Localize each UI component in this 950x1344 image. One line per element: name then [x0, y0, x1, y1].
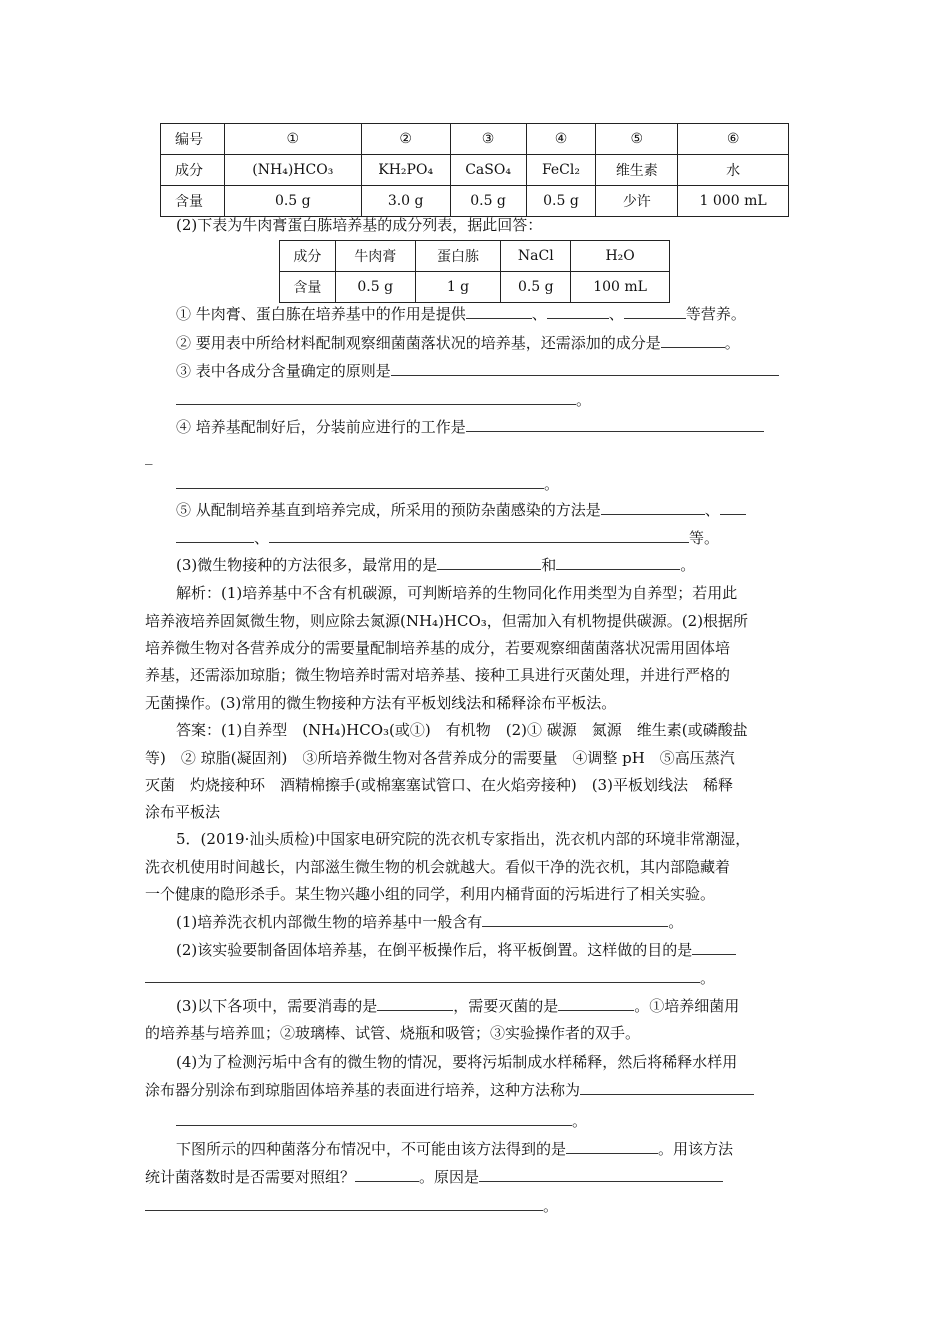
suffix-text: 。 [576, 391, 592, 409]
suffix-text: 。 [668, 913, 684, 931]
prompt-text: (3)以下各项中，需要消毒的是 [176, 997, 378, 1015]
answer-blank[interactable] [580, 1080, 754, 1095]
table-row [280, 241, 670, 272]
table-cell: 100 mL [571, 272, 670, 303]
answer-line: 等) ② 琼脂(凝固剂) ③所培养微生物对各营养成分的需要量 ④调整 pH ⑤高压蒸汽 [145, 749, 735, 767]
answer-blank[interactable] [391, 361, 779, 376]
table-cell: 0.5 g [450, 186, 526, 217]
suffix-text: 。 [572, 1112, 588, 1130]
prompt-text: (3)微生物接种的方法很多，最常用的是 [176, 556, 438, 574]
table-row [161, 186, 789, 217]
answer-blank[interactable] [176, 474, 544, 489]
question-5-5-cont2 [145, 1196, 558, 1216]
prompt-text: 。原因是 [419, 1168, 480, 1186]
suffix-text: 。 [544, 475, 560, 493]
answer-blank[interactable] [466, 304, 532, 319]
answer-blank[interactable] [720, 500, 746, 515]
composition-table-2 [279, 240, 670, 303]
table-row [161, 155, 789, 186]
question-2-3 [176, 361, 779, 381]
analysis-line: 解析：(1)培养基中不含有机碳源，可判断培养的生物同化作用类型为自养型；若用此 [176, 584, 738, 602]
table-cell: 维生素 [596, 155, 678, 186]
suffix-text: 等营养。 [685, 305, 746, 323]
answer-blank[interactable] [547, 304, 609, 319]
prompt-text: 下图所示的四种菌落分布情况中，不可能由该方法得到的是 [176, 1140, 567, 1158]
table-cell: 编号 [161, 124, 225, 155]
answer-blank[interactable] [558, 996, 634, 1011]
table-cell: 水 [678, 155, 789, 186]
question-5-3-cont: 的培养基与培养皿；②玻璃棒、试管、烧瓶和吸管；③实验操作者的双手。 [145, 1024, 641, 1042]
answer-blank[interactable] [692, 940, 736, 955]
separator: 、 [608, 305, 624, 323]
prompt-text: 。用该方法 [658, 1140, 734, 1158]
separator: 和 [541, 556, 557, 574]
suffix-text: 。 [543, 1197, 559, 1215]
suffix-text: 。 [680, 556, 696, 574]
table-cell: 成分 [280, 241, 336, 272]
question-2-2 [176, 333, 740, 353]
prompt-text: (2)该实验要制备固体培养基，在倒平板操作后，将平板倒置。这样做的目的是 [176, 941, 693, 959]
question-5-5 [176, 1139, 733, 1159]
answer-blank[interactable] [601, 500, 705, 515]
answer-blank[interactable] [566, 1139, 658, 1154]
question-5-3 [176, 996, 739, 1016]
answer-blank[interactable] [556, 555, 680, 570]
prompt-text: 涂布器分别涂布到琼脂固体培养基的表面进行培养，这种方法称为 [145, 1081, 581, 1099]
answer-blank[interactable] [479, 1167, 723, 1182]
table-cell: 1 000 mL [678, 186, 789, 217]
table-cell: ④ [526, 124, 596, 155]
question-5-line: 洗衣机使用时间越长，内部滋生微生物的机会就越大。看似干净的洗衣机，其内部隐藏着 [145, 858, 731, 876]
table-cell: 0.5 g [335, 272, 415, 303]
question-2-5 [176, 500, 746, 520]
question-2-intro: (2)下表为牛肉膏蛋白胨培养基的成分列表，据此回答： [176, 216, 543, 234]
table-cell: FeCl₂ [526, 155, 596, 186]
prompt-text: ② 要用表中所给材料配制观察细菌菌落状况的培养基，还需添加的成分是 [176, 334, 661, 352]
question-2-4 [176, 417, 764, 437]
table-cell: 0.5 g [526, 186, 596, 217]
table-cell: 3.0 g [361, 186, 450, 217]
suffix-text: 。 [700, 969, 716, 987]
table-cell: 少许 [596, 186, 678, 217]
answer-blank[interactable] [145, 1196, 543, 1211]
table-cell: 牛肉膏 [335, 241, 415, 272]
question-5-5-cont [145, 1167, 723, 1187]
table-cell: 成分 [161, 155, 225, 186]
answer-blank[interactable] [269, 528, 689, 543]
question-5-line: 5．(2019·汕头质检)中国家电研究院的洗衣机专家指出，洗衣机内部的环境非常潮湿， [176, 830, 751, 848]
answer-line: 灭菌 灼烧接种环 酒精棉擦手(或棉塞塞试管口、在火焰旁接种) (3)平板划线法 稀释 [145, 776, 733, 794]
table-row [280, 272, 670, 303]
suffix-text: 。 [724, 334, 740, 352]
question-5-4: (4)为了检测污垢中含有的微生物的情况，要将污垢制成水样稀释，然后将稀释水样用 [176, 1053, 738, 1071]
table-row [161, 124, 789, 155]
question-5-line: 一个健康的隐形杀手。某生物兴趣小组的同学，利用内桶背面的污垢进行了相关实验。 [145, 885, 716, 903]
table-cell: 0.5 g [224, 186, 361, 217]
answer-line: 涂布平板法 [145, 803, 221, 821]
prompt-text: ，需要灭菌的是 [453, 997, 559, 1015]
question-2-3-cont [176, 390, 591, 410]
question-5-4-cont [145, 1080, 754, 1100]
table-cell: ③ [450, 124, 526, 155]
question-5-2-cont [145, 968, 715, 988]
table-cell: H₂O [571, 241, 670, 272]
answer-blank[interactable] [145, 968, 700, 983]
prompt-text: 。①培养细菌用 [634, 997, 740, 1015]
prompt-text: (1)培养洗衣机内部微生物的培养基中一般含有 [176, 913, 483, 931]
answer-blank[interactable] [355, 1167, 419, 1182]
separator: 、 [704, 501, 720, 519]
analysis-line: 无菌操作。(3)常用的微生物接种方法有平板划线法和稀释涂布平板法。 [145, 694, 617, 712]
suffix-text: 等。 [689, 529, 720, 547]
question-5-4-cont2 [176, 1111, 587, 1131]
table-cell: 1 g [415, 272, 501, 303]
prompt-text: ③ 表中各成分含量确定的原则是 [176, 362, 391, 380]
answer-blank[interactable] [437, 555, 541, 570]
table-cell: ⑤ [596, 124, 678, 155]
answer-blank[interactable] [377, 996, 453, 1011]
separator: 、 [531, 305, 547, 323]
analysis-line: 培养微生物对各营养成分的需要量配制培养基的成分，若要观察细菌菌落状况需用固体培 [145, 639, 731, 657]
table-cell: 含量 [280, 272, 336, 303]
table-cell: ① [224, 124, 361, 155]
table-cell: ② [361, 124, 450, 155]
answer-line: 答案：(1)自养型 (NH₄)HCO₃(或①) 有机物 (2)① 碳源 氮源 维生素(或磷酸盐 [176, 721, 748, 739]
analysis-line: 养基，还需添加琼脂；微生物培养时需对培养基、接种工具进行灭菌处理，并进行严格的 [145, 666, 731, 684]
answer-blank[interactable] [482, 912, 668, 927]
answer-blank[interactable] [176, 390, 576, 405]
question-2-1 [176, 304, 746, 324]
answer-blank[interactable] [176, 1111, 572, 1126]
answer-blank[interactable] [624, 304, 686, 319]
prompt-text: 统计菌落数时是否需要对照组？ [145, 1168, 356, 1186]
question-2-4-cont [176, 474, 559, 494]
answer-blank[interactable] [176, 528, 254, 543]
question-5-2 [176, 940, 736, 960]
table-cell: 含量 [161, 186, 225, 217]
question-3 [176, 555, 695, 575]
composition-table-1 [160, 123, 789, 217]
answer-blank[interactable] [661, 333, 725, 348]
table-cell: KH₂PO₄ [361, 155, 450, 186]
table-cell: ⑥ [678, 124, 789, 155]
prompt-text: ⑤ 从配制培养基直到培养完成，所采用的预防杂菌感染的方法是 [176, 501, 601, 519]
table-cell: 0.5 g [501, 272, 571, 303]
answer-blank[interactable] [466, 417, 764, 432]
table-cell: NaCl [501, 241, 571, 272]
prompt-text: ④ 培养基配制好后，分装前应进行的工作是 [176, 418, 466, 436]
question-2-5-cont [176, 528, 719, 548]
analysis-line: 培养液培养固氮微生物，则应除去氮源(NH₄)HCO₃，但需加入有机物提供碳源。(2)根据所 [145, 612, 749, 630]
prompt-text: ① 牛肉膏、蛋白胨在培养基中的作用是提供 [176, 305, 466, 323]
table-cell: 蛋白胨 [415, 241, 501, 272]
question-5-1 [176, 912, 683, 932]
table-cell: (NH₄)HCO₃ [224, 155, 361, 186]
separator: 、 [254, 529, 270, 547]
table-cell: CaSO₄ [450, 155, 526, 186]
stray-dash: _ [145, 447, 153, 465]
